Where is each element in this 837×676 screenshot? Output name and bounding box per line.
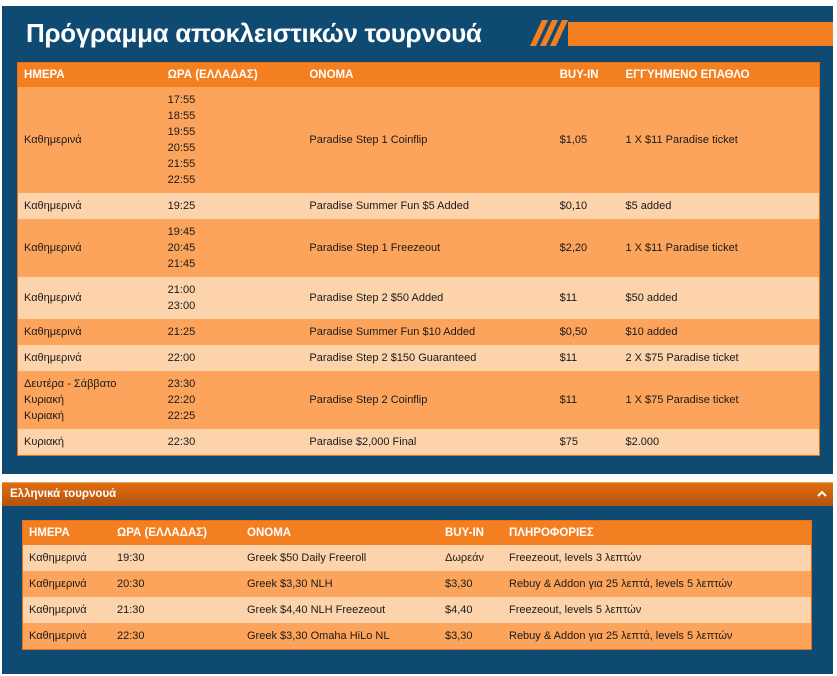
day-cell: Καθημερινά bbox=[23, 545, 111, 571]
header-time: ΩΡΑ (ΕΛΛΑΔΑΣ) bbox=[162, 63, 304, 87]
prize-cell: $2.000 bbox=[619, 429, 819, 455]
time-value: 20:55 bbox=[167, 142, 196, 154]
buyin-cell: $0,50 bbox=[554, 319, 620, 345]
exclusive-tournaments-table bbox=[18, 63, 819, 455]
day-cell: Καθημερινά bbox=[18, 345, 162, 371]
time-value: 19:45 bbox=[167, 226, 196, 238]
greek-tournaments-panel bbox=[2, 506, 833, 674]
name-cell: Paradise Step 2 $50 Added bbox=[303, 277, 553, 319]
day-value: Κυριακή bbox=[24, 394, 65, 406]
page-title: Πρόγραμμα αποκλειστικών τουρνουά bbox=[26, 18, 482, 48]
buyin-cell: $2,20 bbox=[554, 219, 620, 277]
day-value: Δευτέρα - Σάββατο bbox=[24, 378, 117, 390]
buyin-cell: $11 bbox=[554, 345, 620, 371]
greek-tournaments-section-header[interactable] bbox=[2, 482, 833, 506]
name-cell: Greek $4,40 NLH Freezeout bbox=[241, 597, 439, 623]
name-cell: Paradise Step 1 Freezeout bbox=[303, 219, 553, 277]
header-buyin: BUY-IN bbox=[554, 63, 620, 87]
buyin-cell: $3,30 bbox=[439, 623, 503, 649]
time-value: 23:00 bbox=[167, 300, 196, 312]
header-buyin: BUY-IN bbox=[439, 521, 503, 545]
buyin-cell: $0,10 bbox=[554, 193, 620, 219]
buyin-cell: Δωρεάν bbox=[439, 545, 503, 571]
day-cell bbox=[18, 371, 162, 429]
time-value: 21:00 bbox=[167, 284, 196, 296]
day-value: Κυριακή bbox=[24, 410, 65, 422]
chevron-up-icon[interactable] bbox=[817, 488, 827, 502]
time-cell: 22:30 bbox=[162, 429, 304, 455]
info-cell: Rebuy & Addon για 25 λεπτά, levels 5 λεπτών bbox=[503, 623, 811, 649]
title-bar bbox=[2, 6, 833, 58]
time-value: 22:20 bbox=[167, 394, 196, 406]
name-cell: Greek $3,30 NLH bbox=[241, 571, 439, 597]
exclusive-tournaments-panel bbox=[2, 6, 833, 474]
buyin-cell: $11 bbox=[554, 277, 620, 319]
time-value: 23:30 bbox=[167, 378, 196, 390]
prize-cell: 1 X $75 Paradise ticket bbox=[619, 371, 819, 429]
time-cell: 19:25 bbox=[162, 193, 304, 219]
table-row bbox=[18, 193, 819, 219]
name-cell: Paradise Step 2 $150 Guaranteed bbox=[303, 345, 553, 371]
header-name: ΟΝΟΜΑ bbox=[241, 521, 439, 545]
day-cell: Καθημερινά bbox=[18, 87, 162, 193]
time-cell: 21:25 bbox=[162, 319, 304, 345]
prize-cell: $10 added bbox=[619, 319, 819, 345]
table-row bbox=[18, 277, 819, 319]
header-day: ΗΜΕΡΑ bbox=[18, 63, 162, 87]
name-cell: Paradise $2,000 Final bbox=[303, 429, 553, 455]
time-value: 19:55 bbox=[167, 126, 196, 138]
time-value: 21:45 bbox=[167, 258, 196, 270]
buyin-cell: $4,40 bbox=[439, 597, 503, 623]
day-cell: Καθημερινά bbox=[18, 277, 162, 319]
time-value: 18:55 bbox=[167, 110, 196, 122]
time-cell: 22:00 bbox=[162, 345, 304, 371]
table-row bbox=[23, 623, 811, 649]
name-cell: Paradise Step 1 Coinflip bbox=[303, 87, 553, 193]
table-row bbox=[18, 87, 819, 193]
table-row bbox=[18, 371, 819, 429]
day-cell: Κυριακή bbox=[18, 429, 162, 455]
time-value: 17:55 bbox=[167, 94, 196, 106]
buyin-cell: $11 bbox=[554, 371, 620, 429]
prize-cell: 1 X $11 Paradise ticket bbox=[619, 219, 819, 277]
header-name: ΟΝΟΜΑ bbox=[303, 63, 553, 87]
header-info: ΠΛΗΡΟΦΟΡΙΕΣ bbox=[503, 521, 811, 545]
table-row bbox=[18, 219, 819, 277]
name-cell: Greek $50 Daily Freeroll bbox=[241, 545, 439, 571]
time-value: 21:55 bbox=[167, 158, 196, 170]
header-time: ΩΡΑ (ΕΛΛΑΔΑΣ) bbox=[111, 521, 241, 545]
time-cell bbox=[162, 277, 304, 319]
greek-tournaments-table bbox=[23, 521, 811, 649]
time-cell: 21:30 bbox=[111, 597, 241, 623]
day-cell: Καθημερινά bbox=[23, 597, 111, 623]
table-row bbox=[23, 571, 811, 597]
name-cell: Greek $3,30 Omaha HiLo NL bbox=[241, 623, 439, 649]
prize-cell: 1 X $11 Paradise ticket bbox=[619, 87, 819, 193]
info-cell: Freezeout, levels 5 λεπτών bbox=[503, 597, 811, 623]
time-value: 22:55 bbox=[167, 174, 196, 186]
day-cell: Καθημερινά bbox=[18, 219, 162, 277]
day-cell: Καθημερινά bbox=[18, 319, 162, 345]
prize-cell: 2 X $75 Paradise ticket bbox=[619, 345, 819, 371]
exclusive-tournaments-table-container bbox=[17, 62, 820, 456]
greek-tournaments-table-container bbox=[22, 520, 812, 650]
section-title: Ελληνικά τουρνουά bbox=[10, 488, 117, 500]
buyin-cell: $1,05 bbox=[554, 87, 620, 193]
buyin-cell: $3,30 bbox=[439, 571, 503, 597]
header-day: ΗΜΕΡΑ bbox=[23, 521, 111, 545]
table-header-row bbox=[23, 521, 811, 545]
prize-cell: $50 added bbox=[619, 277, 819, 319]
day-cell: Καθημερινά bbox=[18, 193, 162, 219]
table-row bbox=[18, 429, 819, 455]
table-header-row bbox=[18, 63, 819, 87]
title-accent-bar bbox=[568, 22, 833, 46]
time-cell: 22:30 bbox=[111, 623, 241, 649]
time-cell: 19:30 bbox=[111, 545, 241, 571]
prize-cell: $5 added bbox=[619, 193, 819, 219]
time-cell bbox=[162, 87, 304, 193]
time-value: 20:45 bbox=[167, 242, 196, 254]
time-cell bbox=[162, 371, 304, 429]
table-row bbox=[18, 319, 819, 345]
info-cell: Freezeout, levels 3 λεπτών bbox=[503, 545, 811, 571]
time-value: 22:25 bbox=[167, 410, 196, 422]
time-cell bbox=[162, 219, 304, 277]
name-cell: Paradise Summer Fun $5 Added bbox=[303, 193, 553, 219]
buyin-cell: $75 bbox=[554, 429, 620, 455]
table-row bbox=[18, 345, 819, 371]
time-cell: 20:30 bbox=[111, 571, 241, 597]
name-cell: Paradise Summer Fun $10 Added bbox=[303, 319, 553, 345]
header-prize: ΕΓΓΥΗΜΕΝΟ ΕΠΑΘΛΟ bbox=[619, 63, 819, 87]
name-cell: Paradise Step 2 Coinflip bbox=[303, 371, 553, 429]
info-cell: Rebuy & Addon για 25 λεπτά, levels 5 λεπτών bbox=[503, 571, 811, 597]
table-row bbox=[23, 545, 811, 571]
table-row bbox=[23, 597, 811, 623]
title-stripes-decoration bbox=[530, 20, 570, 46]
day-cell: Καθημερινά bbox=[23, 571, 111, 597]
day-cell: Καθημερινά bbox=[23, 623, 111, 649]
